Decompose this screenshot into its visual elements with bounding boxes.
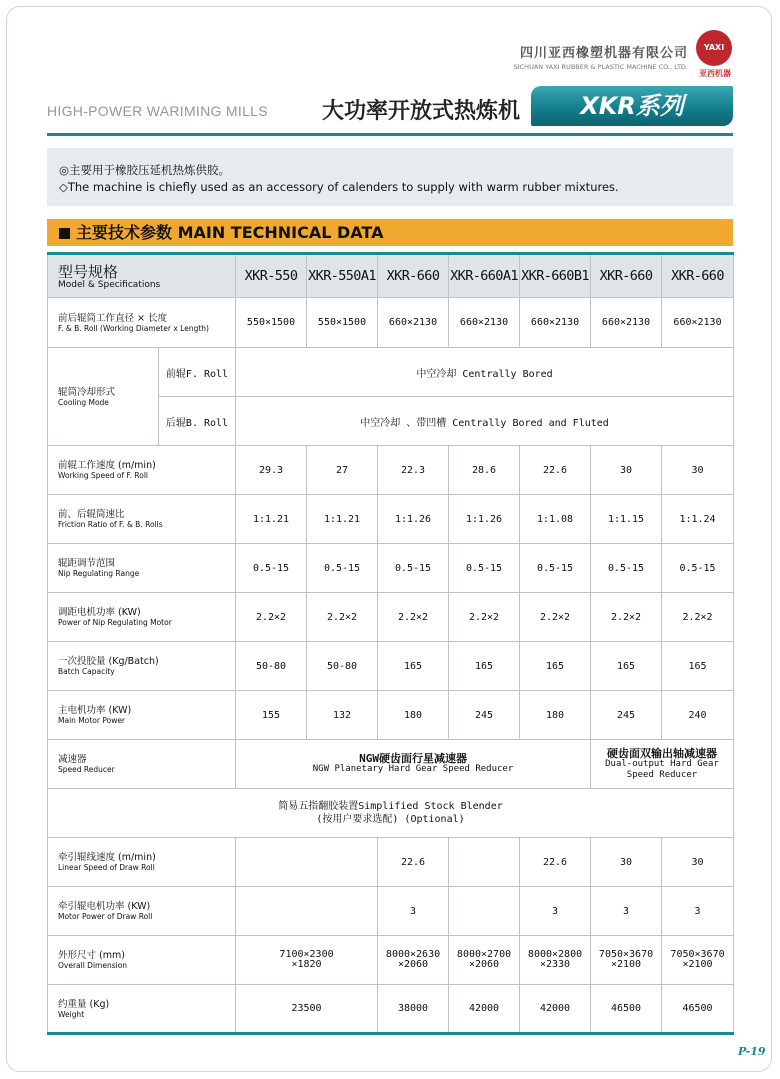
value-cell: 0.5-15 xyxy=(307,544,378,593)
table-row xyxy=(48,298,734,348)
model-cell: XKR-660 xyxy=(662,254,734,298)
page-title: 大功率开放式热炼机 xyxy=(322,99,521,124)
value-cell xyxy=(236,887,378,936)
value-cell: 550×1500 xyxy=(236,298,307,348)
value-cell: 180 xyxy=(378,691,449,740)
value-cell: 1:1.26 xyxy=(449,495,520,544)
model-cell: XKR-660 xyxy=(591,254,662,298)
value-cell: 8000×2700 ×2060 xyxy=(449,936,520,985)
table-row xyxy=(48,544,734,593)
value-cell: 165 xyxy=(591,642,662,691)
value-cell: 3 xyxy=(662,887,734,936)
intro-box xyxy=(47,148,733,206)
model-cell: XKR-550A1 xyxy=(307,254,378,298)
table-row xyxy=(48,838,734,887)
value-cell: 23500 xyxy=(236,985,378,1034)
value-cell: 30 xyxy=(662,446,734,495)
sub-label: 后辊B. Roll xyxy=(159,397,236,446)
company-block xyxy=(478,42,688,71)
value-cell: 165 xyxy=(520,642,591,691)
reducer-dual-cell: 硬齿面双输出轴减速器 Dual-output Hard Gear Speed Reducer xyxy=(591,740,734,789)
spec-table xyxy=(47,252,734,1035)
square-bullet-icon xyxy=(59,228,70,239)
table-row xyxy=(48,789,734,838)
value-cell: 27 xyxy=(307,446,378,495)
row-label: 前辊工作速度 (m/min) Working Speed of F. Roll xyxy=(48,446,236,495)
model-cell: XKR-660A1 xyxy=(449,254,520,298)
value-cell: 240 xyxy=(662,691,734,740)
table-row xyxy=(48,936,734,985)
row-label: 辊距调节范围 Nip Regulating Range xyxy=(48,544,236,593)
value-cell: 2.2×2 xyxy=(449,593,520,642)
company-name-cn: 四川亚西橡塑机器有限公司 xyxy=(519,46,688,61)
section-title: 主要技术参数 MAIN TECHNICAL DATA xyxy=(76,223,384,242)
value-cell: 22.6 xyxy=(520,838,591,887)
value-cell: 0.5-15 xyxy=(449,544,520,593)
value-cell: 28.6 xyxy=(449,446,520,495)
table-row xyxy=(48,642,734,691)
value-cell: 2.2×2 xyxy=(662,593,734,642)
value-cell: 7100×2300 ×1820 xyxy=(236,936,378,985)
value-cell: 1:1.15 xyxy=(591,495,662,544)
value-cell: 3 xyxy=(520,887,591,936)
value-cell: 0.5-15 xyxy=(378,544,449,593)
value-cell: 中空冷却 、带凹槽 Centrally Bored and Fluted xyxy=(236,397,734,446)
value-cell: 1:1.21 xyxy=(307,495,378,544)
value-cell: 0.5-15 xyxy=(591,544,662,593)
table-row xyxy=(48,593,734,642)
table-row xyxy=(48,740,734,789)
value-cell: 29.3 xyxy=(236,446,307,495)
value-cell: 180 xyxy=(520,691,591,740)
value-cell: 50-80 xyxy=(236,642,307,691)
company-logo-icon: YAXI xyxy=(696,30,732,66)
value-cell: 30 xyxy=(591,446,662,495)
series-badge: XKR系列 xyxy=(531,86,733,126)
value-cell: 3 xyxy=(591,887,662,936)
header-divider xyxy=(47,133,733,136)
value-cell: 46500 xyxy=(662,985,734,1034)
value-cell: 中空冷却 Centrally Bored xyxy=(236,348,734,397)
value-cell: 42000 xyxy=(449,985,520,1034)
value-cell: 30 xyxy=(662,838,734,887)
product-category-title: HIGH-POWER WARIMING MILLS xyxy=(47,103,268,119)
table-row xyxy=(48,691,734,740)
sub-label: 前辊F. Roll xyxy=(159,348,236,397)
value-cell: 22.3 xyxy=(378,446,449,495)
value-cell: 38000 xyxy=(378,985,449,1034)
table-row xyxy=(48,985,734,1034)
value-cell: 550×1500 xyxy=(307,298,378,348)
value-cell: 50-80 xyxy=(307,642,378,691)
row-label: 牵引辊电机功率 (KW) Motor Power of Draw Roll xyxy=(48,887,236,936)
value-cell: 7050×3670 ×2100 xyxy=(662,936,734,985)
value-cell: 660×2130 xyxy=(591,298,662,348)
value-cell: 660×2130 xyxy=(378,298,449,348)
value-cell: 245 xyxy=(591,691,662,740)
table-row xyxy=(48,495,734,544)
row-label: 牵引辊线速度 (m/min) Linear Speed of Draw Roll xyxy=(48,838,236,887)
intro-line-en: ◇The machine is chiefly used as an accessory of calenders to supply with warm rubber mixtures. xyxy=(59,180,619,194)
value-cell: 42000 xyxy=(520,985,591,1034)
value-cell: 22.6 xyxy=(378,838,449,887)
row-label: 减速器 Speed Reducer xyxy=(48,740,236,789)
section-header xyxy=(47,219,733,246)
value-cell: 8000×2630 ×2060 xyxy=(378,936,449,985)
value-cell: 1:1.26 xyxy=(378,495,449,544)
value-cell: 3 xyxy=(378,887,449,936)
value-cell: 7050×3670 ×2100 xyxy=(591,936,662,985)
value-cell: 2.2×2 xyxy=(307,593,378,642)
value-cell: 1:1.21 xyxy=(236,495,307,544)
row-label: 一次投胶量 (Kg/Batch) Batch Capacity xyxy=(48,642,236,691)
value-cell: 165 xyxy=(378,642,449,691)
row-label: 辊筒冷却形式 Cooling Mode xyxy=(48,348,159,446)
row-label: 前、后辊筒速比 Friction Ratio of F. & B. Rolls xyxy=(48,495,236,544)
value-cell: 2.2×2 xyxy=(378,593,449,642)
intro-line-cn: ◎主要用于橡胶压延机热炼供胶。 xyxy=(59,163,231,177)
value-cell: 30 xyxy=(591,838,662,887)
row-label: 约重量 (Kg) Weight xyxy=(48,985,236,1034)
value-cell: 660×2130 xyxy=(449,298,520,348)
model-cell: XKR-660B1 xyxy=(520,254,591,298)
value-cell: 660×2130 xyxy=(520,298,591,348)
value-cell xyxy=(449,838,520,887)
value-cell: 1:1.24 xyxy=(662,495,734,544)
value-cell: 22.6 xyxy=(520,446,591,495)
reducer-ngw-cell: NGW硬齿面行星减速器 NGW Planetary Hard Gear Speed Reducer xyxy=(236,740,591,789)
table-row xyxy=(48,348,734,397)
header-label: 型号规格 Model & Specifications xyxy=(48,254,236,298)
row-label: 前后辊筒工作直径 × 长度 F. & B. Roll (Working Diameter x Length) xyxy=(48,298,236,348)
value-cell xyxy=(236,838,378,887)
model-cell: XKR-550 xyxy=(236,254,307,298)
value-cell: 165 xyxy=(449,642,520,691)
value-cell: 1:1.08 xyxy=(520,495,591,544)
value-cell: 0.5-15 xyxy=(236,544,307,593)
row-label: 调距电机功率 (KW) Power of Nip Regulating Motor xyxy=(48,593,236,642)
logo-subtitle: 亚西机器 xyxy=(699,69,731,78)
value-cell: 155 xyxy=(236,691,307,740)
blender-option-cell: 简易五指翻胶装置Simplified Stock Blender (按用户要求选配) (Optional) xyxy=(48,789,734,838)
page-number: P-19 xyxy=(738,1045,766,1058)
value-cell: 2.2×2 xyxy=(591,593,662,642)
model-cell: XKR-660 xyxy=(378,254,449,298)
value-cell: 660×2130 xyxy=(662,298,734,348)
table-row xyxy=(48,446,734,495)
value-cell: 2.2×2 xyxy=(236,593,307,642)
company-name-en: SICHUAN YAXI RUBBER & PLASTIC MACHINE CO., LTD. xyxy=(513,63,688,71)
row-label: 外形尺寸 (mm) Overall Dimension xyxy=(48,936,236,985)
value-cell: 0.5-15 xyxy=(520,544,591,593)
value-cell: 2.2×2 xyxy=(520,593,591,642)
table-row xyxy=(48,887,734,936)
table-header-row xyxy=(48,254,734,298)
value-cell: 46500 xyxy=(591,985,662,1034)
value-cell: 132 xyxy=(307,691,378,740)
value-cell: 0.5-15 xyxy=(662,544,734,593)
value-cell: 8000×2800 ×2330 xyxy=(520,936,591,985)
row-label: 主电机功率 (KW) Main Motor Power xyxy=(48,691,236,740)
value-cell xyxy=(449,887,520,936)
value-cell: 165 xyxy=(662,642,734,691)
value-cell: 245 xyxy=(449,691,520,740)
